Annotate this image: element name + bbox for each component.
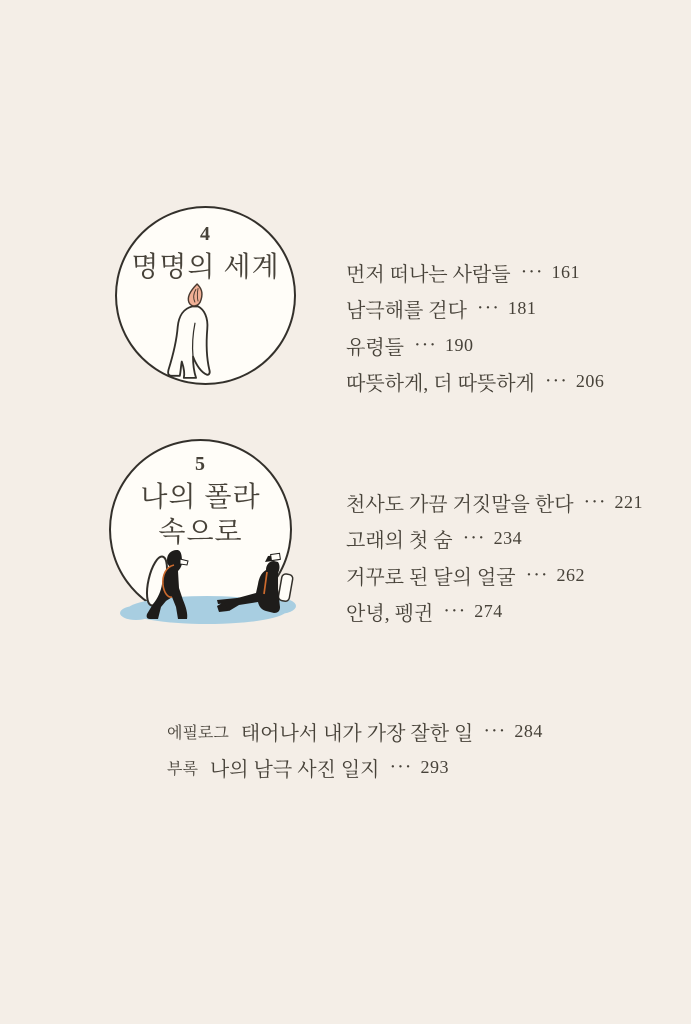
entry-page-number: 274	[474, 601, 503, 622]
toc-entry	[346, 254, 604, 291]
walking-explorer-goggles-icon	[180, 559, 188, 565]
entry-dots: ···	[525, 563, 549, 586]
entry-dots: ···	[520, 260, 544, 283]
chapter-5-entry-list	[346, 484, 643, 630]
entry-page-number: 190	[444, 334, 474, 355]
entry-page-number: 234	[493, 528, 523, 549]
toc-entry	[346, 327, 604, 364]
back-matter-entry	[167, 714, 543, 750]
sitting-explorer-pack-icon	[278, 573, 294, 601]
entry-dots: ···	[462, 527, 486, 550]
entry-dots: ···	[476, 297, 500, 320]
entry-title: 거꾸로 된 달의 얼굴	[346, 566, 516, 589]
entry-dots: ···	[413, 333, 437, 356]
toc-entry	[346, 484, 643, 521]
sitting-explorer-goggles-icon	[271, 553, 281, 560]
toc-entry	[346, 521, 643, 558]
entry-title: 남극해를 걷다	[346, 300, 467, 323]
chapter-4-title: 명명의 세계	[131, 252, 280, 283]
entry-page-number: 161	[551, 261, 581, 282]
entry-page-number: 206	[575, 371, 605, 392]
chapter-5-title-line-2: 속으로	[158, 517, 243, 548]
toc-entry	[346, 364, 604, 401]
back-matter-label: 부록	[167, 760, 198, 778]
entry-dots: ···	[583, 490, 607, 513]
cloaked-person-flame-icon	[159, 282, 227, 384]
entry-title: 따뜻하게, 더 따뜻하게	[346, 373, 535, 396]
entry-dots: ···	[483, 720, 507, 743]
entry-title: 유령들	[346, 336, 404, 359]
entry-title: 먼저 떠나는 사람들	[346, 263, 511, 286]
back-matter-title: 나의 남극 사진 일지	[209, 758, 380, 781]
polar-explorers-icon	[114, 541, 306, 633]
entry-title: 안녕, 펭귄	[346, 603, 434, 626]
back-matter-entry	[167, 750, 543, 786]
entry-page-number: 221	[614, 491, 644, 512]
entry-dots: ···	[389, 755, 413, 778]
chapter-5-number: 5	[195, 453, 206, 475]
cloak-icon	[168, 306, 210, 377]
toc-entry	[346, 594, 643, 631]
entry-page-number: 181	[507, 298, 537, 319]
entry-page-number: 293	[420, 756, 449, 777]
toc-entry	[346, 291, 604, 328]
flame-hair-icon	[188, 284, 202, 306]
chapter-4-entry-list	[346, 254, 604, 400]
back-matter-label: 에필로그	[167, 725, 229, 743]
back-matter-list	[167, 714, 543, 785]
chapter-4-number: 4	[200, 223, 211, 245]
entry-page-number: 284	[514, 721, 543, 742]
toc-entry	[346, 557, 643, 594]
entry-dots: ···	[544, 370, 568, 393]
chapter-5-title-line-1: 나의 폴라	[140, 482, 261, 513]
entry-dots: ···	[443, 600, 467, 623]
back-matter-title: 태어나서 내가 가장 잘한 일	[240, 723, 474, 746]
chapter-5-title	[111, 480, 290, 550]
entry-page-number: 262	[556, 564, 586, 585]
entry-title: 천사도 가끔 거짓말을 한다	[346, 493, 574, 516]
entry-title: 고래의 첫 숨	[346, 530, 453, 553]
